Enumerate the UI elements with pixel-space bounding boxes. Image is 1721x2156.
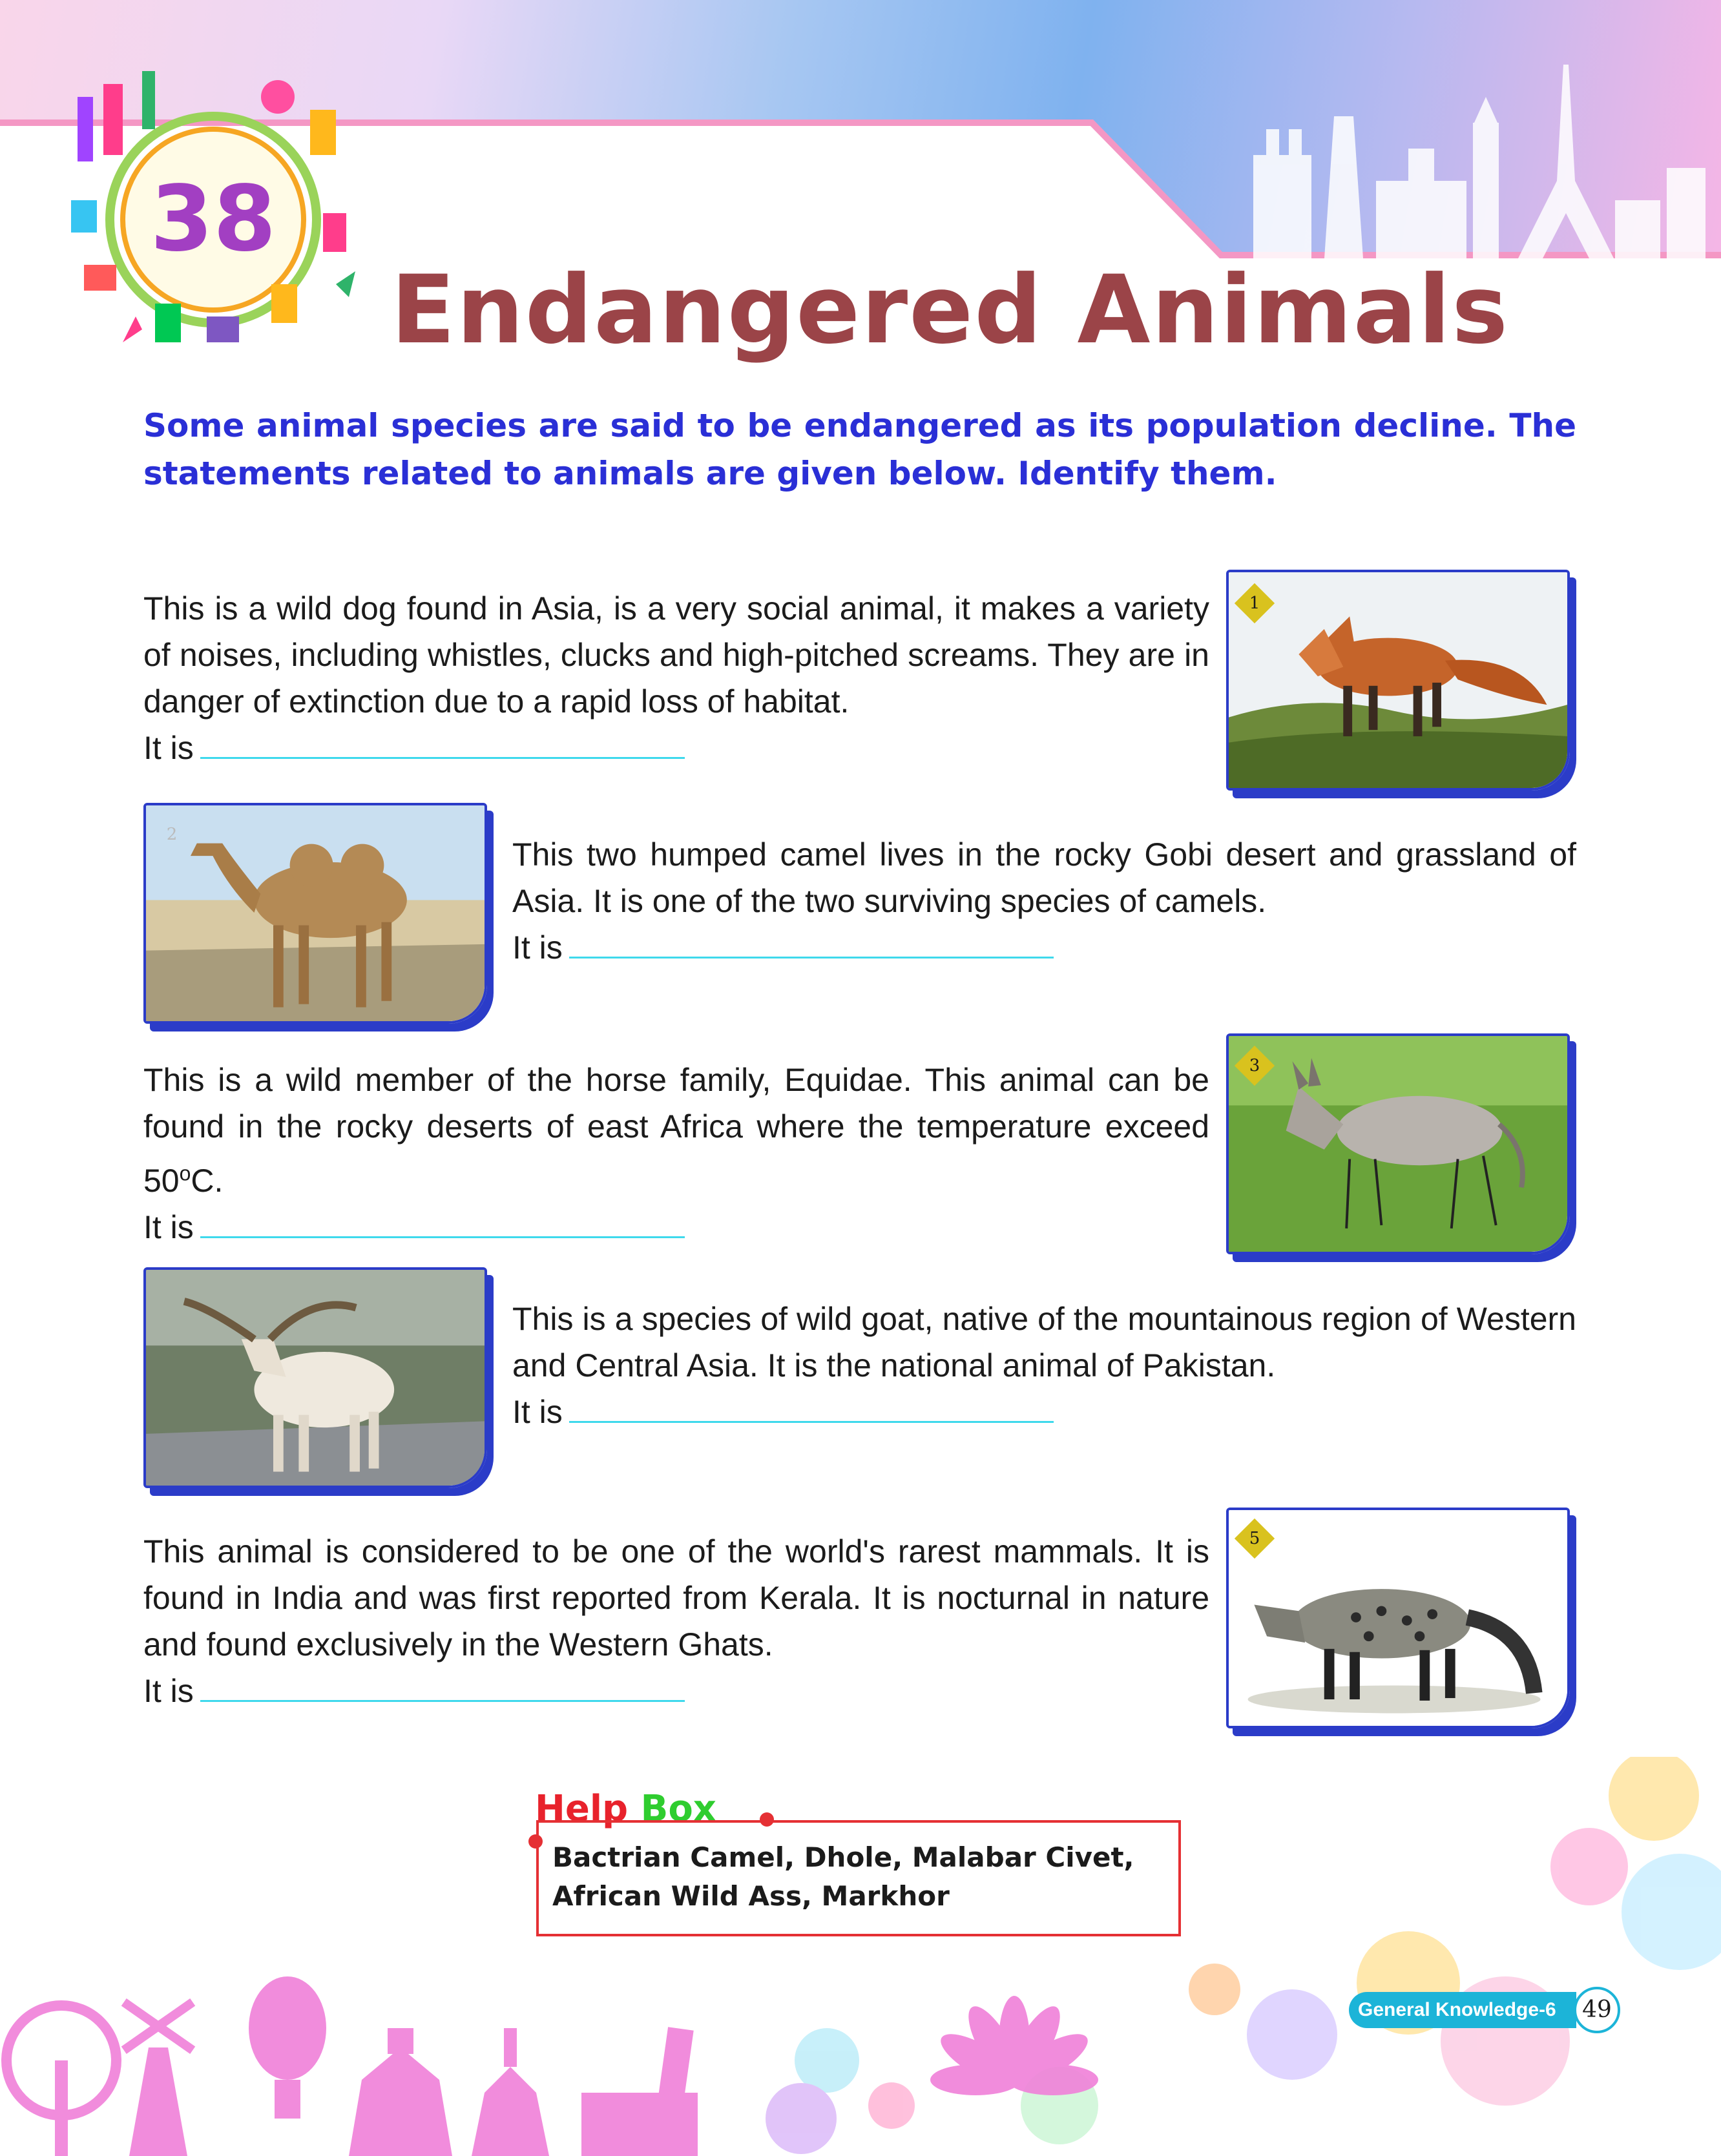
answer-line-3 (143, 1204, 1209, 1250)
number-tag-5: 5 (1235, 1519, 1275, 1559)
answer-prompt-3: It is (143, 1208, 194, 1245)
intro-text: Some animal species are said to be endangered as its population decline. The statements related to animals are given below. Identify them. (143, 407, 1576, 492)
number-tag-2: 2 (166, 825, 178, 844)
page-number: 49 (1574, 1987, 1620, 2033)
answer-prompt-2: It is (512, 929, 563, 966)
question-3-text: This is a wild member of the horse family, Equidae. This animal can be found in the rocky deserts of east Africa where the temperature exceed 50$^o$C. (143, 1062, 1209, 1199)
question-5 (143, 1528, 1209, 1714)
answer-blank-3[interactable] (200, 1204, 685, 1238)
markhor-photo (143, 1267, 487, 1488)
fox-photo (1226, 570, 1570, 791)
landmark-skyline-icon (1215, 52, 1721, 258)
footer-book-label: General Knowledge-6 (1349, 1992, 1576, 2028)
question-4 (512, 1296, 1576, 1435)
answer-line-5 (143, 1668, 1209, 1714)
question-5-text: This animal is considered to be one of the world's rarest mammals. It is found in India and was first reported from Kerala. It is nocturnal in nature and found exclusively in the Western Ghats. (143, 1533, 1209, 1663)
answer-line-4 (512, 1389, 1576, 1435)
answer-blank-1[interactable] (200, 725, 685, 759)
chapter-number: 38 (150, 167, 276, 272)
answer-blank-2[interactable] (569, 924, 1054, 959)
answer-prompt-1: It is (143, 730, 194, 766)
footer-decoration-icon (0, 1757, 1721, 2156)
number-tag-3: 3 (1235, 1046, 1275, 1086)
question-3 (143, 1057, 1209, 1250)
question-4-text: This is a species of wild goat, native of the mountainous region of Western and Central Asia. It is the national animal of Pakistan. (512, 1301, 1576, 1384)
question-1 (143, 585, 1209, 771)
answer-line-2 (512, 924, 1576, 971)
answer-prompt-4: It is (512, 1394, 563, 1430)
number-tag-1: 1 (1235, 583, 1275, 623)
question-1-text: This is a wild dog found in Asia, is a very social animal, it makes a variety of noises, including whistles, clucks and high-pitched screams. They are in danger of extinction due to a rapid loss of habitat. (143, 590, 1209, 720)
camel-photo (143, 803, 487, 1024)
answer-prompt-5: It is (143, 1673, 194, 1709)
help-box-title: Help Box (535, 1788, 716, 1830)
answer-blank-5[interactable] (200, 1668, 685, 1702)
help-box-text: Bactrian Camel, Dhole, Malabar Civet, African Wild Ass, Markhor (552, 1841, 1134, 1912)
degree-symbol: o (179, 1161, 191, 1185)
answer-blank-4[interactable] (569, 1389, 1054, 1423)
civet-photo (1226, 1508, 1570, 1728)
question-2 (512, 831, 1576, 971)
answer-line-1 (143, 725, 1209, 771)
question-2-text: This two humped camel lives in the rocky Gobi desert and grassland of Asia. It is one of the two surviving species of camels. (512, 836, 1576, 919)
wild-ass-photo (1226, 1033, 1570, 1254)
page-title: Endangered Animals (391, 255, 1510, 365)
